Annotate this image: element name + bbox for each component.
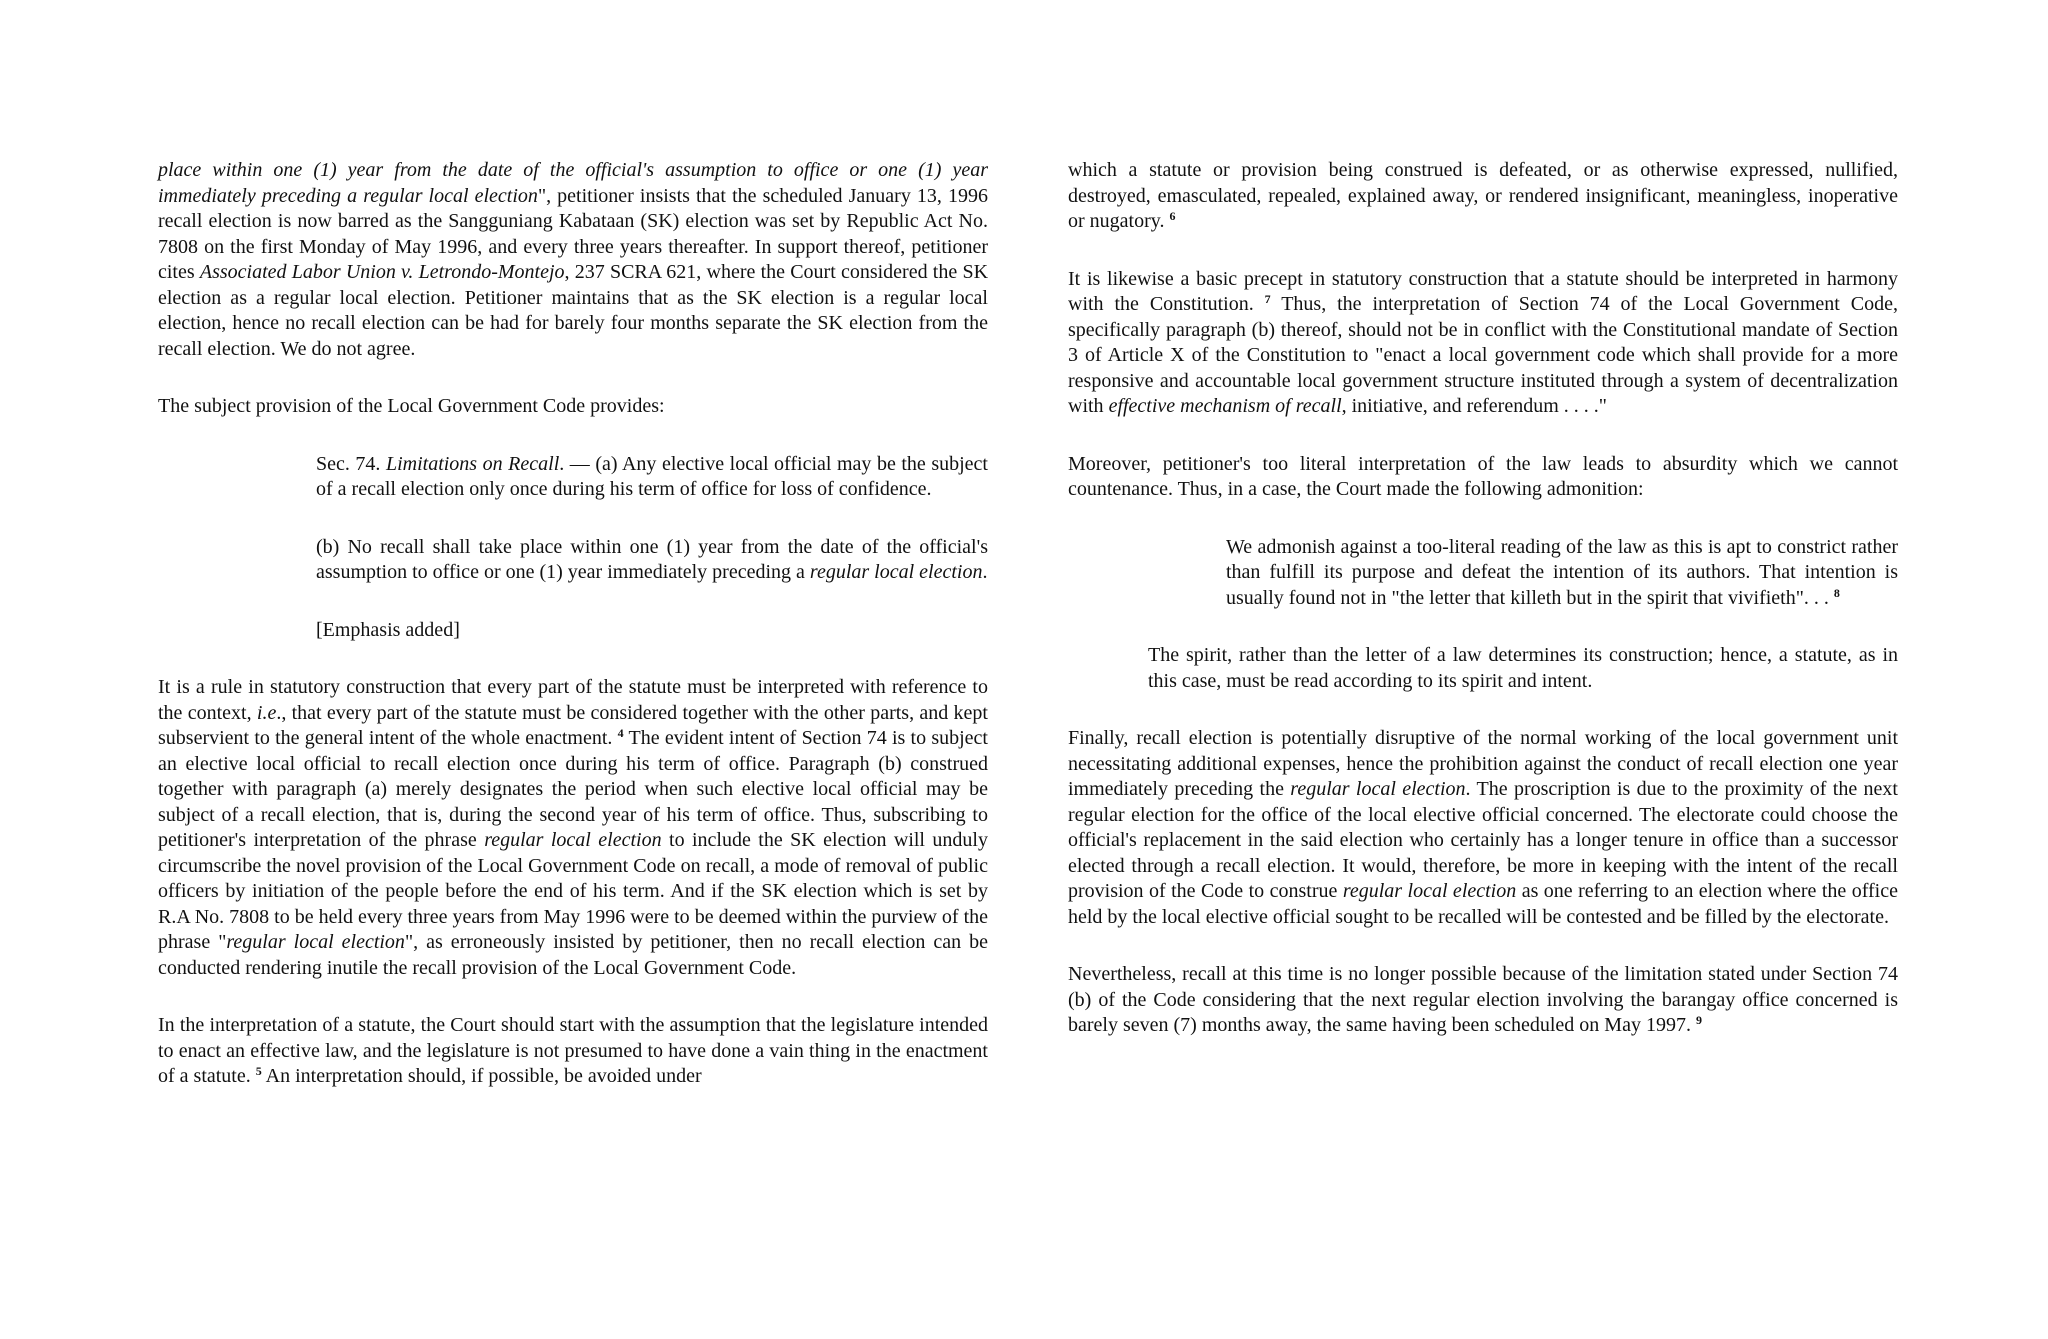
- footnote-marker: 7: [1264, 292, 1271, 306]
- block-quote: Sec. 74. Limitations on Recall. — (a) Any elective local official may be the subject of a recall election only once during his term of office for loss of confidence.: [316, 452, 988, 500]
- footnote-marker: 4: [617, 726, 624, 740]
- block-quote: (b) No recall shall take place within one (1) year from the date of the official's assumption to office or one (1) year immediately preceding a regular local election.: [316, 535, 988, 583]
- italic-quote: place within one (1) year from the date of the official's assumption to office or one (1) year immediately preceding a regular local election: [158, 159, 988, 207]
- paragraph: It is a rule in statutory construction that every part of the statute must be interpreted with reference to the context, i.e., that every part of the statute must be considered together with the other parts, and kept subservient to the general intent of the whole enactment. $^4$ The evident intent of Section 74 is to subject an elective local official to recall election once during his term of office. Paragraph (b) construed together with paragraph (a) merely designates the period when such elective local official may be subject of a recall election, that is, during the second year of his term of office. Thus, subscribing to petitioner's interpretation of the phrase regular local election to include the SK election will unduly circumscribe the novel provision of the Local Government Code on recall, a mode of removal of public officers by initiation of the people before the end of his term. And if the SK election which is set by R.A No. 7808 to be held every three years from May 1996 were to be deemed within the purview of the phrase "regular local election", as erroneously insisted by petitioner, then no recall election can be conducted rendering inutile the recall provision of the Local Government Code.: [158, 676, 988, 979]
- paragraph: It is likewise a basic precept in statutory construction that a statute should be interpreted in harmony with the Constitution. $^7$ Thus, the interpretation of Section 74 of the Local Government Code, specifically paragraph (b) thereof, should not be in conflict with the Constitutional mandate of Section 3 of Article X of the Constitution to "enact a local government code which shall provide for a more responsive and accountable local government structure instituted through a system of decentralization with effective mechanism of recall, initiative, and referendum . . . .": [1068, 267, 1899, 417]
- block-quote: We admonish against a too-literal reading of the law as this is apt to constrict rather than fulfill its purpose and defeat the intention of its authors. That intention is usually found not in "the letter that killeth but in the spirit that vivifieth". . . $^8$: [1226, 535, 1898, 609]
- paragraph: In the interpretation of a statute, the Court should start with the assumption that the legislature intended to enact an effective law, and the legislature is not presumed to have done a vain thing in the enactment of a statute. $^5$ An interpretation should, if possible, be avoided under: [158, 1014, 988, 1087]
- paragraph: place within one (1) year from the date of the official's assumption to office or one (1) year immediately preceding a regular local election", petitioner insists that the scheduled January 13, 1996 recall election is now barred as the Sangguniang Kabataan (SK) election was set by Republic Act No. 7808 on the first Monday of May 1996, and every three years thereafter. In support thereof, petitioner cites Associated Labor Union v. Letrondo-Montejo, 237 SCRA 621, where the Court considered the SK election as a regular local election. Petitioner maintains that as the SK election is a regular local election, hence no recall election can be had for barely four months separate the SK election from the recall election. We do not agree.: [158, 159, 989, 360]
- paragraph: which a statute or provision being construed is defeated, or as otherwise expressed, nullified, destroyed, emasculated, repealed, explained away, or rendered insignificant, meaningless, inoperative or nugatory. $^6$: [1068, 159, 1898, 232]
- footnote-marker: 8: [1833, 585, 1840, 600]
- paragraph: Moreover, petitioner's too literal interpretation of the law leads to absurdity which we cannot countenance. Thus, in a case, the Court made the following admonition:: [1068, 452, 1898, 500]
- paragraph: The subject provision of the Local Government Code provides:: [158, 395, 665, 417]
- footnote-marker: 9: [1695, 1013, 1702, 1027]
- emphasis-note: [Emphasis added]: [316, 618, 460, 641]
- paragraph: Nevertheless, recall at this time is no longer possible because of the limitation stated under Section 74 (b) of the Code considering that the next regular election involving the barangay office concerned is barely seven (7) months away, the same having been scheduled on May 1997. $^9$: [1068, 963, 1898, 1036]
- case-citation: Associated Labor Union v. Letrondo-Montejo: [199, 261, 565, 283]
- footnote-marker: 5: [255, 1064, 262, 1078]
- paragraph: Finally, recall election is potentially disruptive of the normal working of the local government unit necessitating additional expenses, hence the prohibition against the conduct of recall election one year immediately preceding the regular local election. The proscription is due to the proximity of the next regular election for the office of the local elective official concerned. The electorate could choose the official's replacement in the said election who certainly has a longer tenure in office than a successor elected through a recall election. It would, therefore, be more in keeping with the intent of the recall provision of the Code to construe regular local election as one referring to an election where the office held by the local elective official sought to be recalled will be contested and be filled by the electorate.: [1068, 727, 1898, 928]
- left-column: [158, 158, 988, 1122]
- right-column: [1068, 158, 1898, 1071]
- footnote-marker: 6: [1169, 209, 1176, 223]
- block-quote: The spirit, rather than the letter of a law determines its construction; hence, a statute, as in this case, must be read according to its spirit and intent.: [1148, 644, 1898, 692]
